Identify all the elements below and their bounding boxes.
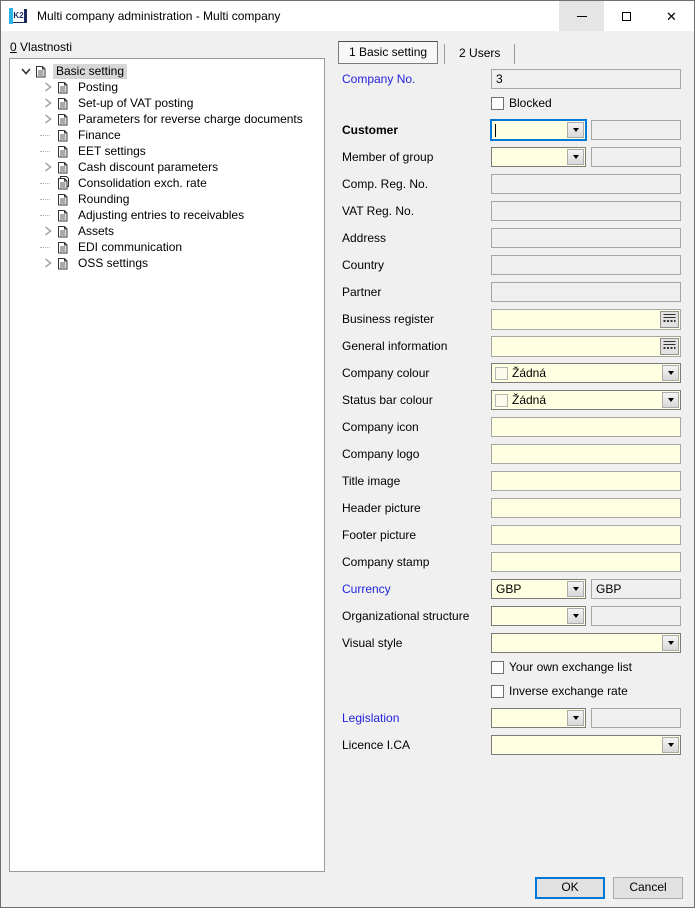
tree-item-set-up-of-vat-posting[interactable] [10, 95, 324, 111]
partner-readonly-field [491, 282, 681, 302]
form-row-business-register [342, 309, 682, 329]
tree-item-label: Finance [78, 127, 121, 142]
field-label-member-of-group: Member of group [342, 150, 434, 164]
field-label-status-bar-colour: Status bar colour [342, 393, 433, 407]
tree-connector [40, 191, 56, 207]
dropdown-button[interactable] [567, 149, 584, 165]
field-label-company-icon: Company icon [342, 420, 419, 434]
field-label-general-information: General information [342, 339, 448, 353]
field-controls-legislation [491, 708, 681, 728]
field-label-company-stamp: Company stamp [342, 555, 430, 569]
document-icon [56, 112, 70, 126]
form-row-visual-style [342, 633, 682, 653]
checkbox-row-inverse-exchange-rate [342, 684, 682, 698]
currency-readonly-field: GBP [591, 579, 681, 599]
field-controls-general-information [491, 336, 681, 357]
ok-button[interactable]: OK [535, 877, 605, 899]
field-label-footer-picture: Footer picture [342, 528, 417, 542]
expand-chevron-icon[interactable] [40, 95, 56, 111]
company-logo-input[interactable] [491, 444, 681, 464]
document-icon [56, 144, 70, 158]
dropdown-button[interactable] [567, 122, 584, 138]
company-colour-combobox[interactable] [491, 363, 681, 383]
field-controls-currency [491, 579, 681, 599]
field-controls-company-stamp [491, 552, 681, 572]
tree-item-label: Adjusting entries to receivables [78, 207, 245, 222]
field-label-title-image: Title image [342, 474, 401, 488]
form-row-header-picture [342, 498, 682, 518]
customer-readonly-field [591, 120, 681, 140]
company-no-readonly-field: 3 [491, 69, 681, 89]
expand-chevron-icon[interactable] [40, 159, 56, 175]
field-label-currency: Currency [342, 582, 391, 596]
expand-chevron-icon[interactable] [40, 111, 56, 127]
field-controls-header-picture [491, 498, 681, 518]
tree-item-label: Consolidation exch. rate [78, 175, 207, 190]
expand-chevron-icon[interactable] [40, 255, 56, 271]
tree-item-label: Basic setting [53, 64, 127, 79]
tree-connector [40, 207, 56, 223]
field-label-header-picture: Header picture [342, 501, 421, 515]
maximize-button[interactable] [604, 1, 649, 31]
country-readonly-field [491, 255, 681, 275]
form-row-partner [342, 282, 682, 302]
tree-item-parameters-for-reverse-charge-documents[interactable] [10, 111, 324, 127]
field-controls-company-colour [491, 363, 681, 383]
dropdown-button[interactable] [662, 635, 679, 651]
field-controls-address [491, 228, 681, 248]
form-row-customer [342, 120, 682, 140]
tree-item-basic-setting[interactable] [10, 63, 324, 79]
dropdown-button[interactable] [567, 710, 584, 726]
memo-lines-icon [663, 339, 676, 353]
field-label-address: Address [342, 231, 387, 245]
organizational-structure-combobox[interactable] [491, 606, 586, 626]
tab-users[interactable]: 2 Users [444, 44, 515, 64]
field-controls-status-bar-colour [491, 390, 681, 410]
tree-item-edi-communication[interactable] [10, 239, 324, 255]
field-controls-company-icon [491, 417, 681, 437]
member-of-group-readonly-field [591, 147, 681, 167]
form-row-company-colour [342, 363, 682, 383]
tab-basic-setting[interactable]: 1 Basic setting [338, 41, 438, 64]
maximize-icon [622, 12, 631, 21]
tree-item-label: OSS settings [78, 255, 149, 270]
checkbox-blocked[interactable] [491, 97, 504, 110]
chevron-down-icon [573, 587, 579, 591]
document-icon [56, 128, 70, 142]
field-label-vat-reg-no: VAT Reg. No. [342, 204, 415, 218]
document-icon [56, 240, 70, 254]
close-icon: ✕ [666, 8, 677, 24]
organizational-structure-readonly-field [591, 606, 681, 626]
cancel-button[interactable]: Cancel [613, 877, 683, 899]
title-image-input[interactable] [491, 471, 681, 491]
chevron-down-icon [573, 614, 579, 618]
tree-item-eet-settings[interactable] [10, 143, 324, 159]
checkbox-label: Your own exchange list [509, 660, 632, 674]
form [342, 69, 682, 762]
header-picture-input[interactable] [491, 498, 681, 518]
minimize-button[interactable] [559, 1, 604, 31]
chevron-down-icon [573, 155, 579, 159]
tree-connector [40, 143, 56, 159]
form-row-member-of-group [342, 147, 682, 167]
form-row-currency [342, 579, 682, 599]
member-of-group-combobox[interactable] [491, 147, 586, 167]
general-information-memo-button[interactable] [660, 338, 679, 355]
document-icon [56, 192, 70, 206]
checkbox-row-blocked [342, 96, 682, 110]
expand-chevron-icon[interactable] [40, 79, 56, 95]
tree-item-assets[interactable] [10, 223, 324, 239]
tree-item-label: Cash discount parameters [78, 159, 219, 174]
field-controls-vat-reg-no [491, 201, 681, 221]
field-label-comp-reg-no: Comp. Reg. No. [342, 177, 429, 191]
field-controls-licence-i-ca [491, 735, 681, 755]
form-row-company-stamp [342, 552, 682, 572]
close-button[interactable] [649, 1, 694, 31]
visual-style-combobox[interactable] [491, 633, 681, 653]
tree-item-label: Set-up of VAT posting [78, 95, 194, 110]
checkbox-label: Inverse exchange rate [509, 684, 628, 698]
general-information-input[interactable] [491, 336, 681, 357]
color-swatch [495, 367, 508, 380]
text-caret [495, 124, 496, 137]
form-row-address [342, 228, 682, 248]
tree-connector [40, 127, 56, 143]
chevron-down-icon [668, 398, 674, 402]
field-label-legislation: Legislation [342, 711, 400, 725]
status-bar-colour-combobox[interactable] [491, 390, 681, 410]
company-colour-combobox-value: Žádná [512, 366, 547, 380]
dropdown-button[interactable] [567, 581, 584, 597]
footer-picture-input[interactable] [491, 525, 681, 545]
field-label-company-no: Company No. [342, 72, 416, 86]
field-controls-customer [491, 120, 681, 140]
field-controls-business-register [491, 309, 681, 330]
dropdown-button[interactable] [662, 737, 679, 753]
chevron-down-icon [668, 641, 674, 645]
comp-reg-no-readonly-field [491, 174, 681, 194]
field-label-country: Country [342, 258, 385, 272]
tree-item-rounding[interactable] [10, 191, 324, 207]
field-controls-company-no [491, 69, 681, 89]
business-register-memo-button[interactable] [660, 311, 679, 328]
form-row-country [342, 255, 682, 275]
field-label-customer: Customer [342, 123, 399, 137]
title-bar [1, 1, 694, 31]
field-label-visual-style: Visual style [342, 636, 403, 650]
field-controls-country [491, 255, 681, 275]
form-row-comp-reg-no [342, 174, 682, 194]
checkbox-your-own-exchange-list[interactable] [491, 661, 504, 674]
dropdown-button[interactable] [567, 608, 584, 624]
memo-lines-icon [663, 312, 676, 326]
field-controls-footer-picture [491, 525, 681, 545]
field-label-company-colour: Company colour [342, 366, 430, 380]
field-label-company-logo: Company logo [342, 447, 420, 461]
tab-strip [338, 40, 515, 64]
color-swatch [495, 394, 508, 407]
dropdown-button[interactable] [662, 365, 679, 381]
tree-item-label: EET settings [78, 143, 146, 158]
tree-item-label: Rounding [78, 191, 130, 206]
field-label-partner: Partner [342, 285, 382, 299]
field-label-licence-i-ca: Licence I.CA [342, 738, 411, 752]
chevron-down-icon [668, 371, 674, 375]
window-title: Multi company administration - Multi company [37, 9, 281, 23]
tree-connector [40, 175, 56, 191]
form-row-company-icon [342, 417, 682, 437]
form-row-legislation [342, 708, 682, 728]
checkbox-row-your-own-exchange-list [342, 660, 682, 674]
tree-item-cash-discount-parameters[interactable] [10, 159, 324, 175]
company-icon-input[interactable] [491, 417, 681, 437]
document-icon [56, 80, 70, 94]
form-row-vat-reg-no [342, 201, 682, 221]
document-icon [34, 64, 48, 78]
tree-item-oss-settings[interactable] [10, 255, 324, 271]
tree-item-label: Posting [78, 79, 119, 94]
field-label-organizational-structure: Organizational structure [342, 609, 470, 623]
tree-connector [40, 239, 56, 255]
tree-item-label: Parameters for reverse charge documents [78, 111, 303, 126]
tree-item-finance[interactable] [10, 127, 324, 143]
documents-icon [56, 176, 70, 190]
chevron-down-icon [668, 743, 674, 747]
legislation-readonly-field [591, 708, 681, 728]
field-controls-visual-style [491, 633, 681, 653]
k2-app-icon: K2 [9, 8, 29, 24]
document-icon [56, 256, 70, 270]
form-row-status-bar-colour [342, 390, 682, 410]
chevron-down-icon [573, 128, 579, 132]
vat-reg-no-readonly-field [491, 201, 681, 221]
company-stamp-input[interactable] [491, 552, 681, 572]
tree-item-label: Assets [78, 223, 115, 238]
field-controls-comp-reg-no [491, 174, 681, 194]
status-bar-colour-combobox-value: Žádná [512, 393, 547, 407]
expand-chevron-icon[interactable] [40, 223, 56, 239]
tree-item-posting[interactable] [10, 79, 324, 95]
legislation-combobox[interactable] [491, 708, 586, 728]
address-readonly-field [491, 228, 681, 248]
form-row-company-no [342, 69, 682, 89]
field-controls-title-image [491, 471, 681, 491]
form-row-footer-picture [342, 525, 682, 545]
field-controls-organizational-structure [491, 606, 681, 626]
dropdown-button[interactable] [662, 392, 679, 408]
tree-item-consolidation-exch-rate[interactable] [10, 175, 324, 191]
chevron-down-icon [573, 716, 579, 720]
tree-item-label: EDI communication [78, 239, 183, 254]
field-controls-partner [491, 282, 681, 302]
document-icon [56, 208, 70, 222]
form-row-organizational-structure [342, 606, 682, 626]
currency-combobox[interactable] [491, 579, 586, 599]
properties-header: 0 Vlastnosti [10, 40, 73, 54]
field-label-business-register: Business register [342, 312, 435, 326]
document-icon [56, 96, 70, 110]
field-controls-member-of-group [491, 147, 681, 167]
field-controls-company-logo [491, 444, 681, 464]
tree-item-adjusting-entries-to-receivables[interactable] [10, 207, 324, 223]
minimize-icon [577, 16, 587, 17]
document-icon [56, 160, 70, 174]
form-row-general-information [342, 336, 682, 356]
licence-i-ca-combobox[interactable] [491, 735, 681, 755]
checkbox-inverse-exchange-rate[interactable] [491, 685, 504, 698]
checkbox-label: Blocked [509, 96, 552, 110]
form-row-company-logo [342, 444, 682, 464]
customer-combobox[interactable] [491, 120, 586, 140]
form-row-title-image [342, 471, 682, 491]
business-register-input[interactable] [491, 309, 681, 330]
tree [9, 58, 325, 872]
collapse-chevron-icon[interactable] [18, 63, 34, 79]
currency-combobox-value: GBP [496, 582, 522, 596]
form-row-licence-i-ca [342, 735, 682, 755]
document-icon [56, 224, 70, 238]
